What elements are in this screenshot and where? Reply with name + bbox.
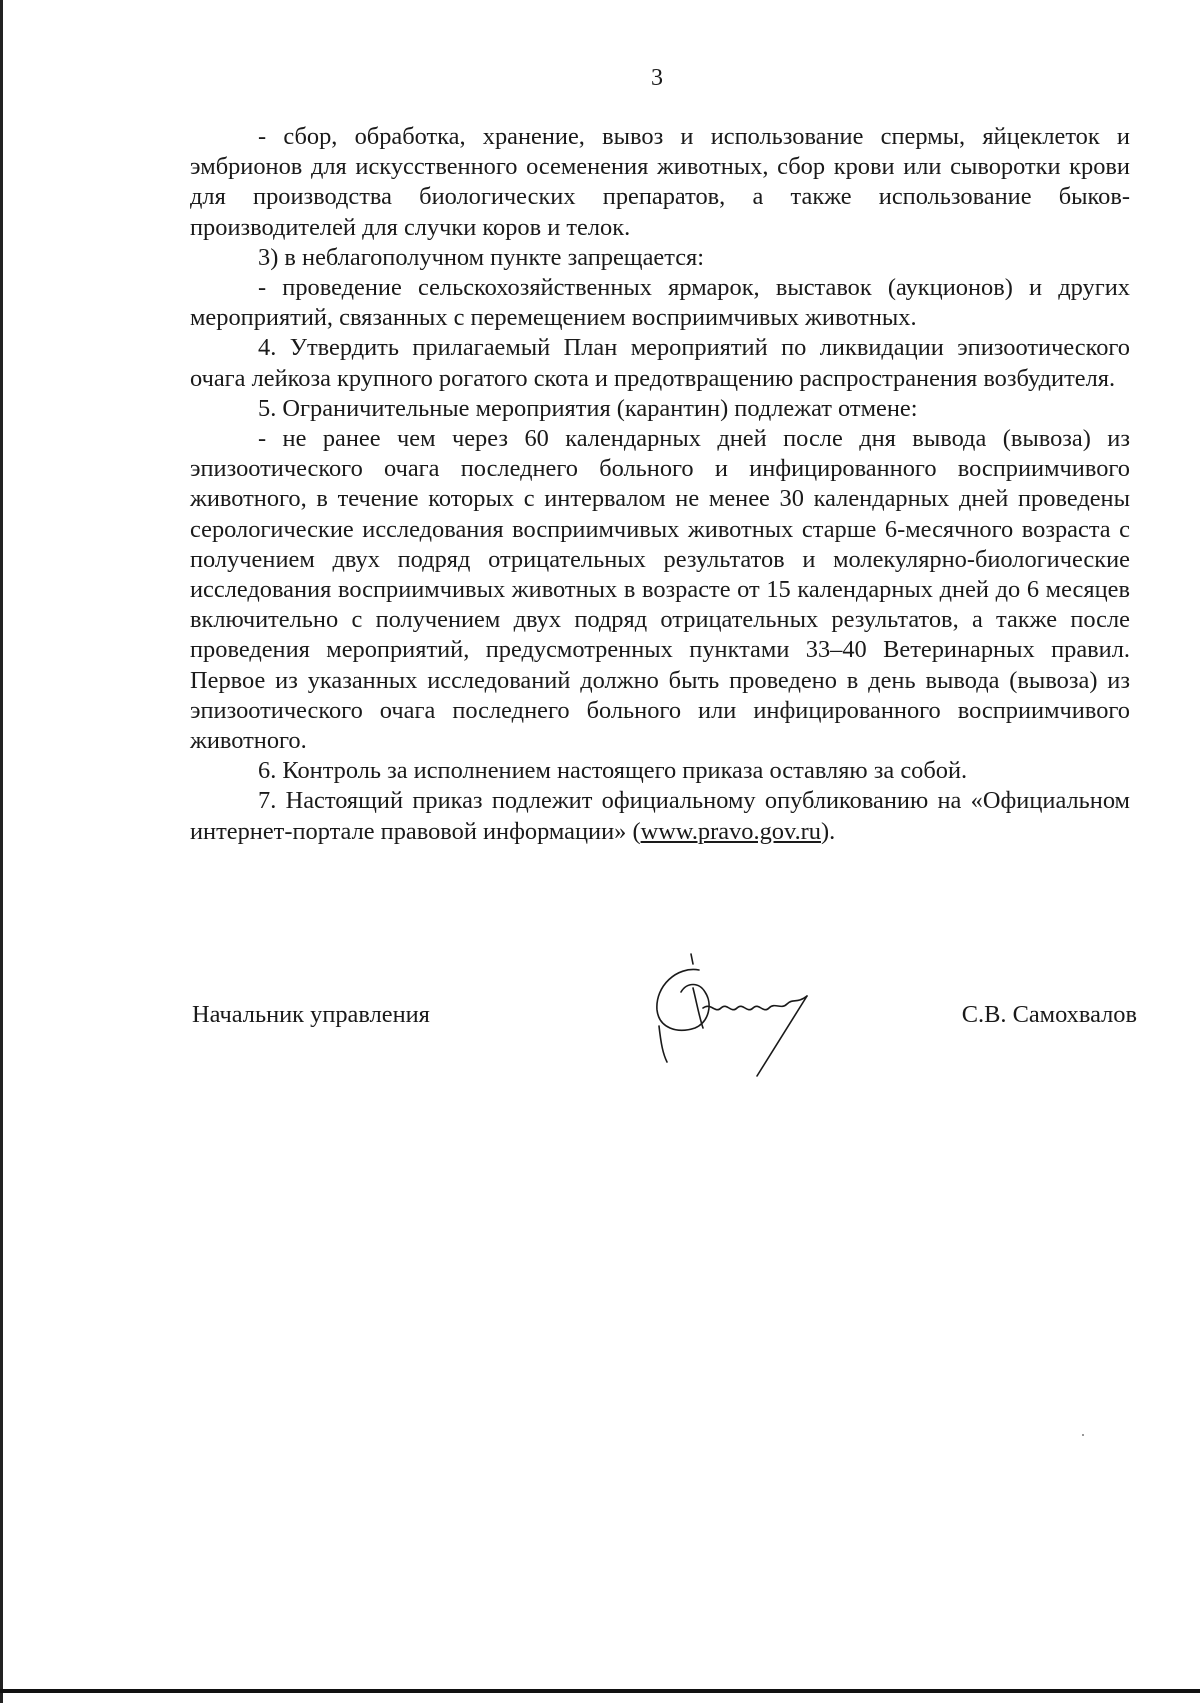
handwritten-signature-icon <box>647 948 847 1098</box>
signature-block <box>192 1000 1137 1110</box>
publication-text: 7. Настоящий приказ подлежит официальному опубликованию на «Официальном интернет-портале правовой информации» ( <box>190 787 1130 845</box>
document-body <box>190 122 1130 847</box>
paragraph-quarantine-conditions: - не ранее чем через 60 календарных дней после дня вывода (вывоза) из эпизоотического очага последнего больного и инфицированного восприимчивого животного, в течение которых с интервалом не менее 30 календарных дней проведены серологические исследования восприимчивых животных старше 6-месячного возраста с получением двух подряд отрицательных результатов и молекулярно-биологические исследования восприимчивых животных в возрасте от 15 календарных дней до 6 месяцев включительно с получением двух подряд отрицательных результатов, а также после проведения мероприятий, предусмотренных пунктами 33–40 Ветеринарных правил. Первое из указанных исследований должно быть проведено в день вывода (вывоза) из эпизоотического очага последнего больного или инфицированного восприимчивого животного. <box>190 425 1130 755</box>
paragraph-quarantine-cancel-heading: 5. Ограничительные мероприятия (карантин) подлежат отмене: <box>258 394 918 422</box>
paragraph-fairs-prohibition: - проведение сельскохозяйственных ярмарок, выставок (аукционов) и других мероприятий, связанных с перемещением восприимчивых животных. <box>190 274 1130 332</box>
signer-name: С.В. Самохвалов <box>961 1001 1137 1028</box>
paragraph-publication <box>190 786 1130 846</box>
page-number: 3 <box>651 65 663 91</box>
scan-speck <box>1082 1434 1084 1436</box>
paragraph-collection-restrictions: - сбор, обработка, хранение, вывоз и использование спермы, яйцеклеток и эмбрионов для искусственного осеменения животных, сбор крови или сыворотки крови для производства биологических препаратов, а также использование быков-производителей для случки коров и телок. <box>190 123 1130 241</box>
publication-url-link[interactable]: www.pravo.gov.ru <box>640 817 821 845</box>
scan-edge-left <box>0 0 3 1703</box>
paragraph-prohibited-heading: 3) в неблагополучном пункте запрещается: <box>258 243 705 271</box>
signer-position: Начальник управления <box>192 1001 430 1028</box>
scan-edge-bottom <box>0 1689 1200 1693</box>
publication-text-end: ). <box>820 817 836 845</box>
paragraph-control: 6. Контроль за исполнением настоящего приказа оставляю за собой. <box>258 757 968 785</box>
paragraph-approve-plan: 4. Утвердить прилагаемый План мероприятий по ликвидации эпизоотического очага лейкоза крупного рогатого скота и предотвращению распространения возбудителя. <box>190 334 1130 392</box>
